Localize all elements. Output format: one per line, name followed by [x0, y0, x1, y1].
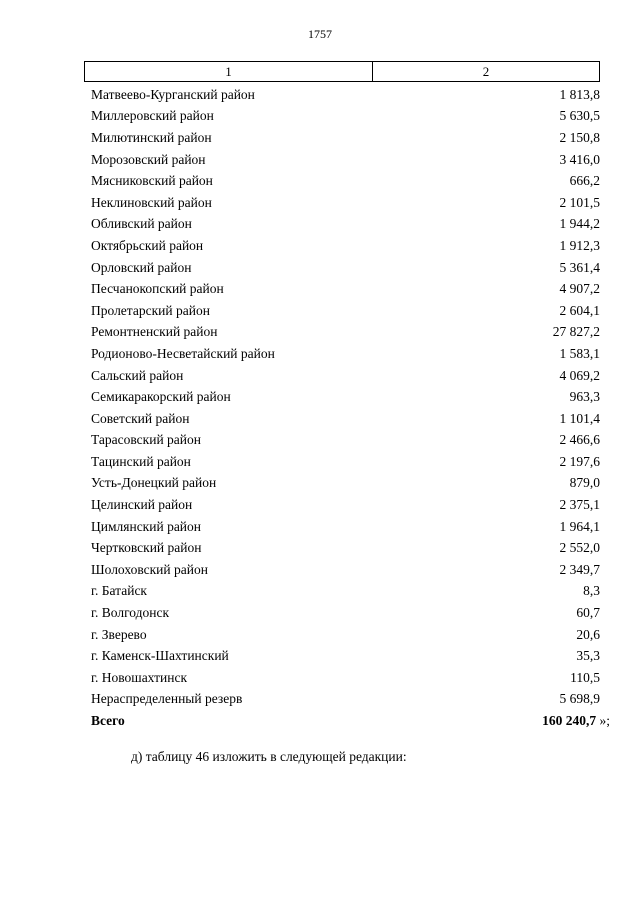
row-name: Родионово-Несветайский район — [91, 345, 275, 361]
total-row — [91, 710, 610, 732]
row-name: Матвеево-Курганский район — [91, 86, 255, 102]
table-row — [91, 235, 610, 257]
table-row — [91, 192, 610, 214]
table-row — [91, 365, 610, 387]
table-row — [91, 214, 610, 236]
row-name: г. Зверево — [91, 626, 147, 642]
table-row — [91, 257, 610, 279]
table-row — [91, 667, 610, 689]
table-row — [91, 602, 610, 624]
table-row — [91, 170, 610, 192]
row-value: 5 698,9 — [559, 691, 600, 707]
row-name: Морозовский район — [91, 151, 206, 167]
table-row — [91, 343, 610, 365]
row-value: 3 416,0 — [559, 151, 600, 167]
row-name: г. Каменск-Шахтинский — [91, 648, 229, 664]
row-name: г. Батайск — [91, 583, 147, 599]
table-body — [91, 84, 610, 732]
table-row — [91, 516, 610, 538]
row-value: 879,0 — [569, 475, 600, 491]
row-value: 2 552,0 — [559, 540, 600, 556]
row-value: 1 583,1 — [559, 345, 600, 361]
row-value: 5 361,4 — [559, 259, 600, 275]
row-value: 20,6 — [576, 626, 600, 642]
row-value: 2 375,1 — [559, 497, 600, 513]
row-name: Мясниковский район — [91, 173, 213, 189]
table-row — [91, 645, 610, 667]
row-name: Советский район — [91, 410, 190, 426]
table-header — [84, 61, 600, 82]
table-row — [91, 473, 610, 495]
table-row — [91, 300, 610, 322]
row-name: Октябрьский район — [91, 237, 204, 253]
row-name: Песчанокопский район — [91, 281, 224, 297]
table-row — [91, 494, 610, 516]
row-value: 2 150,8 — [559, 129, 600, 145]
table-row — [91, 84, 610, 106]
instruction-paragraph: д) таблицу 46 изложить в следующей редакции: — [131, 749, 407, 764]
row-value: 27 827,2 — [552, 324, 600, 340]
table-row — [91, 322, 610, 344]
row-value: 2 604,1 — [559, 302, 600, 318]
row-value: 963,3 — [569, 389, 600, 405]
row-value: 35,3 — [576, 648, 600, 664]
row-value: 110,5 — [570, 669, 600, 685]
table-row — [91, 149, 610, 171]
row-value: 60,7 — [576, 605, 600, 621]
row-value: 666,2 — [569, 173, 600, 189]
row-name: Обливский район — [91, 216, 192, 232]
table-row — [91, 386, 610, 408]
row-name: Пролетарский район — [91, 302, 210, 318]
row-value: 4 069,2 — [559, 367, 600, 383]
total-value: 160 240,7 — [542, 713, 597, 729]
total-value-cell — [480, 713, 610, 729]
row-name: Миллеровский район — [91, 108, 214, 124]
table-row — [91, 537, 610, 559]
row-value: 1 944,2 — [559, 216, 600, 232]
table-row — [91, 278, 610, 300]
table-row — [91, 624, 610, 646]
table-row — [91, 106, 610, 128]
row-name: Целинский район — [91, 497, 193, 513]
table-row — [91, 559, 610, 581]
table-row — [91, 408, 610, 430]
total-label: Всего — [91, 713, 125, 729]
row-name: г. Волгодонск — [91, 605, 170, 621]
row-value: 1 912,3 — [559, 237, 600, 253]
row-name: Чертковский район — [91, 540, 202, 556]
row-value: 4 907,2 — [559, 281, 600, 297]
row-value: 2 349,7 — [559, 561, 600, 577]
total-suffix: »; — [596, 713, 610, 729]
row-value: 5 630,5 — [559, 108, 600, 124]
header-column-1: 1 — [85, 62, 373, 81]
row-value: 2 197,6 — [559, 453, 600, 469]
row-name: Сальский район — [91, 367, 184, 383]
row-name: Усть-Донецкий район — [91, 475, 217, 491]
row-value: 2 466,6 — [559, 432, 600, 448]
row-name: Цимлянский район — [91, 518, 202, 534]
row-name: Тацинский район — [91, 453, 191, 469]
header-column-2: 2 — [482, 63, 490, 79]
row-name: Неклиновский район — [91, 194, 212, 210]
table-row — [91, 581, 610, 603]
table-row — [91, 430, 610, 452]
row-name: Милютинский район — [91, 129, 212, 145]
row-name: Ремонтненский район — [91, 324, 218, 340]
table-row — [91, 127, 610, 149]
row-name: г. Новошахтинск — [91, 669, 187, 685]
page-number: 1757 — [308, 27, 332, 41]
table-row — [91, 689, 610, 711]
row-value: 1 813,8 — [559, 86, 600, 102]
row-name: Нераспределенный резерв — [91, 691, 243, 707]
row-name: Семикаракорский район — [91, 389, 231, 405]
row-value: 1 101,4 — [559, 410, 600, 426]
row-name: Тарасовский район — [91, 432, 201, 448]
row-name: Шолоховский район — [91, 561, 208, 577]
row-value: 8,3 — [583, 583, 600, 599]
row-name: Орловский район — [91, 259, 192, 275]
table-row — [91, 451, 610, 473]
row-value: 2 101,5 — [559, 194, 600, 210]
row-value: 1 964,1 — [559, 518, 600, 534]
